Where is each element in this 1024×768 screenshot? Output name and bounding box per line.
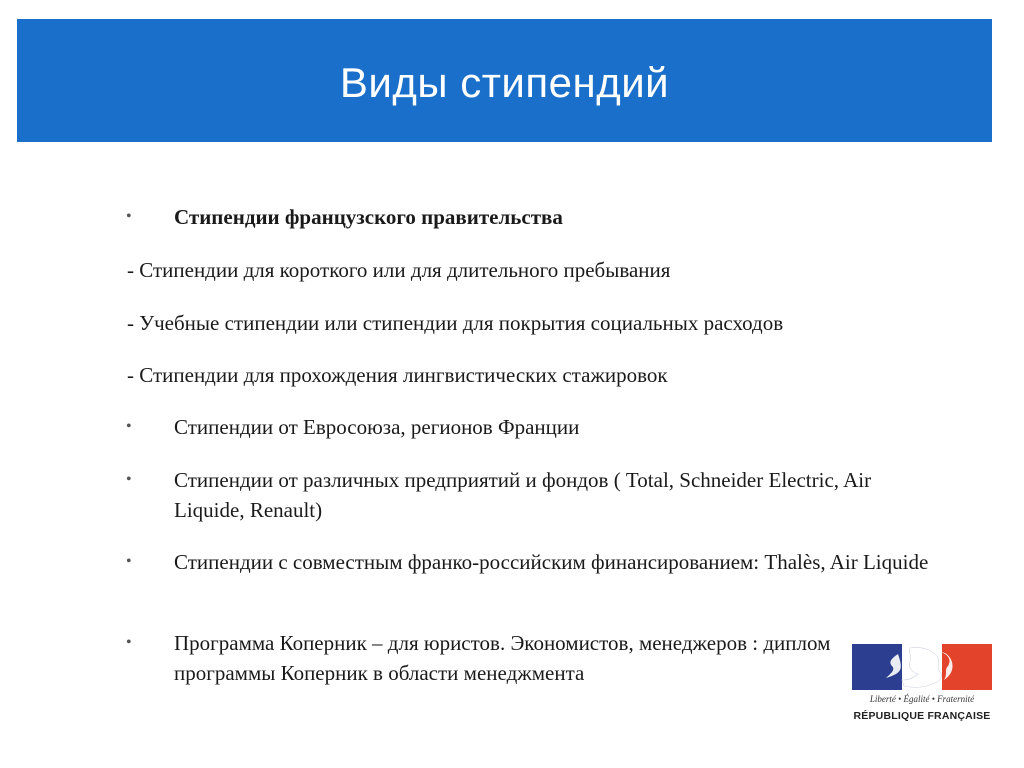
logo-motto: Liberté • Égalité • Fraternité	[869, 694, 975, 704]
list-item-text: Стипендии от Евросоюза, регионов Франции	[174, 415, 580, 439]
list-item-text: Стипендии от различных предприятий и фондов ( Total, Schneider Electric, Air Liquide, Renault)	[174, 468, 872, 522]
bullet-icon: •	[126, 418, 132, 435]
list-item-text: - Стипендии для прохождения лингвистических стажировок	[127, 363, 668, 387]
page-title: Виды стипендий	[339, 58, 670, 106]
list-item-text: Стипендии с совместным франко-российским финансированием: Thalès, Air Liquide	[174, 550, 929, 574]
bullet-icon: •	[126, 634, 132, 651]
logo-republic-text: RÉPUBLIQUE FRANÇAISE	[853, 710, 991, 722]
list-item-text: - Стипендии для короткого или для длительного пребывания	[127, 258, 671, 282]
list-item-text: - Учебные стипендии или стипендии для покрытия социальных расходов	[127, 311, 784, 335]
republique-francaise-logo	[852, 644, 992, 730]
list-item-text: Программа Коперник – для юристов. Экономистов, менеджеров : диплом программы Коперник в области менеджмента	[174, 631, 831, 685]
list-item-text: Стипендии французского правительства	[174, 205, 563, 229]
title-band	[17, 19, 992, 142]
bullet-icon: •	[126, 208, 132, 225]
bullet-icon: •	[126, 553, 132, 570]
bullet-icon: •	[126, 471, 132, 488]
marianne-flag-icon	[852, 644, 992, 690]
